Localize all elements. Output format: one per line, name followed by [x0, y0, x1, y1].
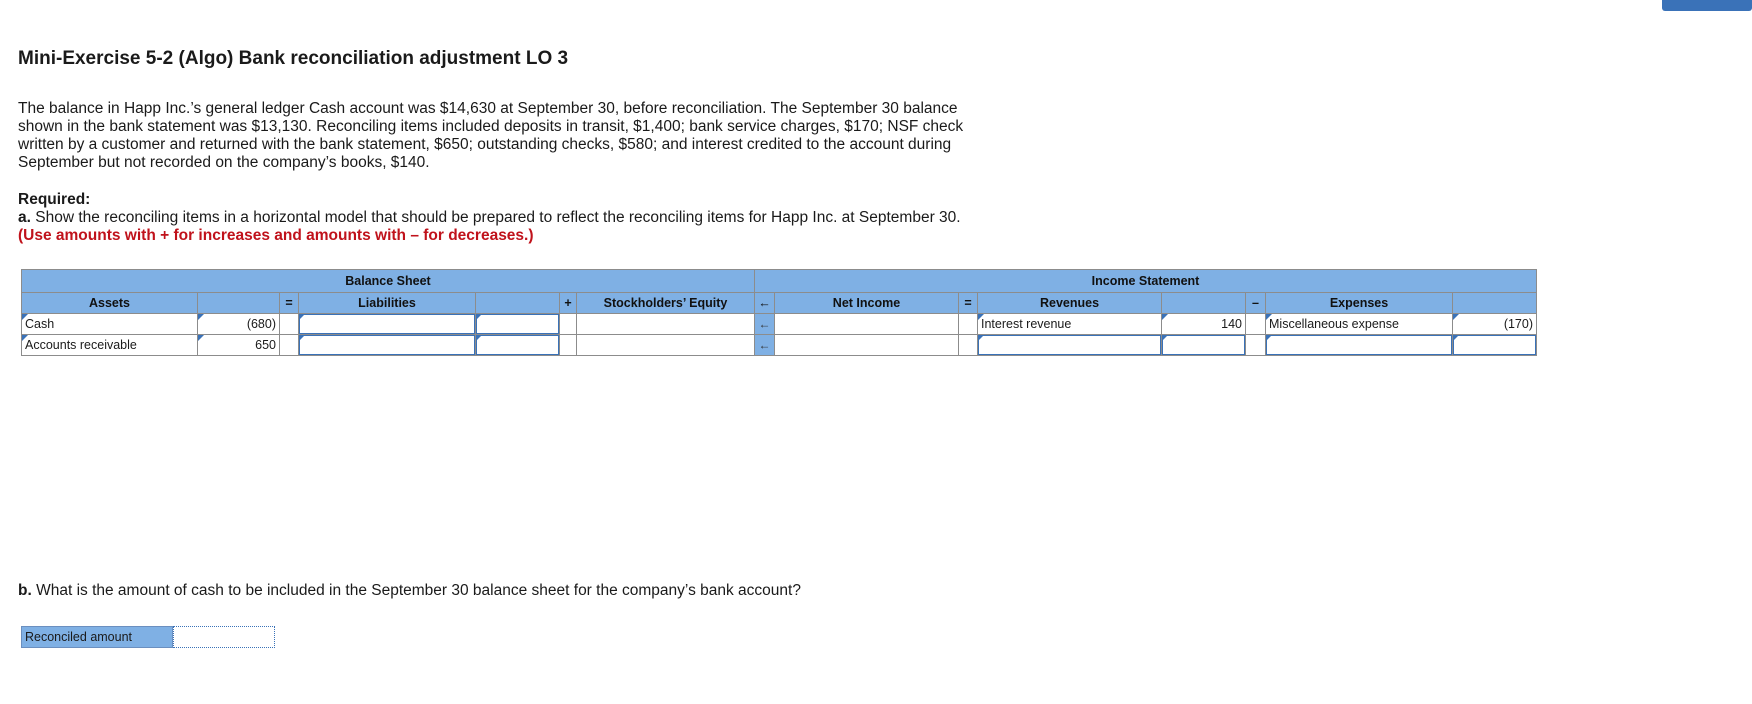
group-header-row	[22, 270, 1537, 293]
equals-sign-header-2: =	[959, 293, 978, 314]
expense-amount-input[interactable]	[1453, 335, 1537, 356]
expenses-header: Expenses	[1266, 293, 1453, 314]
expense-account-select[interactable]	[1266, 335, 1453, 356]
column-header-row	[22, 293, 1537, 314]
equity-cell	[577, 314, 755, 335]
liability-amount-input[interactable]	[476, 335, 560, 356]
left-arrow-icon: ←	[755, 335, 775, 356]
part-a-prefix: a.	[18, 209, 31, 226]
revenue-amount-input[interactable]	[1162, 335, 1246, 356]
page-title: Mini-Exercise 5-2 (Algo) Bank reconciliation adjustment LO 3	[18, 48, 569, 69]
spacer-cell	[280, 314, 299, 335]
spacer-cell	[959, 335, 978, 356]
net-income-header: Net Income	[775, 293, 959, 314]
arrow-header: ←	[755, 293, 775, 314]
left-arrow-icon: ←	[755, 314, 775, 335]
asset-account-select[interactable]: Accounts receivable	[22, 335, 198, 356]
revenues-amount-header	[1162, 293, 1246, 314]
revenue-account-select[interactable]	[978, 335, 1162, 356]
net-income-cell	[775, 314, 959, 335]
assets-amount-header	[198, 293, 280, 314]
spacer-cell	[1246, 335, 1266, 356]
revenue-account-select[interactable]: Interest revenue	[978, 314, 1162, 335]
part-b-text	[18, 582, 801, 600]
spacer-cell	[560, 335, 577, 356]
expense-account-select[interactable]: Miscellaneous expense	[1266, 314, 1453, 335]
equals-sign-header: =	[280, 293, 299, 314]
part-b-prefix: b.	[18, 582, 32, 599]
part-a-body: Show the reconciling items in a horizontal model that should be prepared to reflect the reconciling items for Happ Inc. at September 30.	[30, 209, 961, 226]
liabilities-header: Liabilities	[299, 293, 476, 314]
part-b-body: What is the amount of cash to be included in the September 30 balance sheet for the company’s bank account?	[31, 582, 801, 599]
minus-sign-header: –	[1246, 293, 1266, 314]
spacer-cell	[959, 314, 978, 335]
equity-header: Stockholders’ Equity	[577, 293, 755, 314]
plus-sign-header: +	[560, 293, 577, 314]
expense-amount-input[interactable]: (170)	[1453, 314, 1537, 335]
top-right-button[interactable]	[1662, 0, 1752, 11]
revenue-amount-input[interactable]: 140	[1162, 314, 1246, 335]
income-statement-header: Income Statement	[755, 270, 1537, 293]
equity-cell	[577, 335, 755, 356]
net-income-cell	[775, 335, 959, 356]
spacer-cell	[560, 314, 577, 335]
expenses-amount-header	[1453, 293, 1537, 314]
reconciled-amount-input[interactable]	[173, 626, 275, 648]
problem-text: The balance in Happ Inc.’s general ledger Cash account was $14,630 at September 30, before reconciliation. The September 30 balance shown in the bank statement was $13,130. Reconciling items included deposits in transit, $1,400; bank service charges, $170; NSF check written by a customer and returned with the bank statement, $650; outstanding checks, $580; and interest credited to the account during September but not recorded on the company’s books, $140.	[18, 100, 964, 171]
asset-amount-input[interactable]: 650	[198, 335, 280, 356]
reconciled-amount-row	[21, 626, 275, 648]
spacer-cell	[280, 335, 299, 356]
table-row	[22, 314, 1537, 335]
asset-account-select[interactable]: Cash	[22, 314, 198, 335]
required-label: Required:	[18, 191, 91, 208]
part-a-text	[18, 209, 978, 245]
asset-amount-input[interactable]: (680)	[198, 314, 280, 335]
horizontal-model-table	[21, 269, 1537, 356]
reconciled-amount-label: Reconciled amount	[21, 626, 173, 648]
liability-amount-input[interactable]	[476, 314, 560, 335]
liability-account-select[interactable]	[299, 335, 476, 356]
table-row	[22, 335, 1537, 356]
liability-account-select[interactable]	[299, 314, 476, 335]
spacer-cell	[1246, 314, 1266, 335]
liabilities-amount-header	[476, 293, 560, 314]
part-a-instruction: (Use amounts with + for increases and amounts with – for decreases.)	[18, 227, 534, 244]
balance-sheet-header: Balance Sheet	[22, 270, 755, 293]
revenues-header: Revenues	[978, 293, 1162, 314]
assets-header: Assets	[22, 293, 198, 314]
